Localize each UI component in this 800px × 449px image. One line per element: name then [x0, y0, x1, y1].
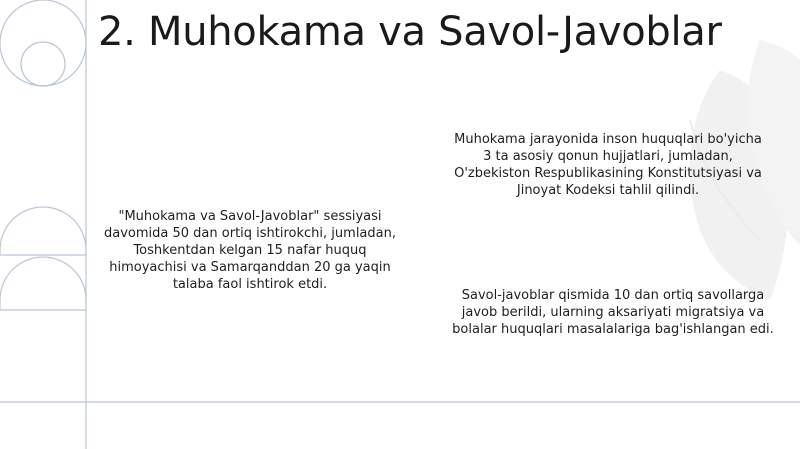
- paragraph-left: "Muhokama va Savol-Javoblar" sessiyasi davomida 50 dan ortiq ishtirokchi, jumladan, Toshkentdan kelgan 15 nafar huquq himoyachisi va Samarqanddan 20 ga yaqin talaba faol ishtirok etdi.: [104, 209, 396, 292]
- upper-arch-outline: [0, 207, 86, 255]
- paragraph-right-top: Muhokama jarayonida inson huquqlari bo'yicha 3 ta asosiy qonun hujjatlari, jumladan, O'zbekiston Respublikasining Konstitutsiyasi va Jinoyat Kodeksi tahlil qilindi.: [454, 132, 762, 198]
- slide-title: 2. Muhokama va Savol-Javoblar: [98, 9, 722, 55]
- paragraph-right-bottom: Savol-javoblar qismida 10 dan ortiq savollarga javob berildi, ularning aksariyati migratsiya va bolalar huquqlari masalalariga bag'ishlangan edi.: [452, 288, 774, 337]
- lower-arch-outline: [0, 257, 86, 310]
- large-circle-outline: [0, 0, 86, 86]
- small-circle-outline: [21, 42, 65, 86]
